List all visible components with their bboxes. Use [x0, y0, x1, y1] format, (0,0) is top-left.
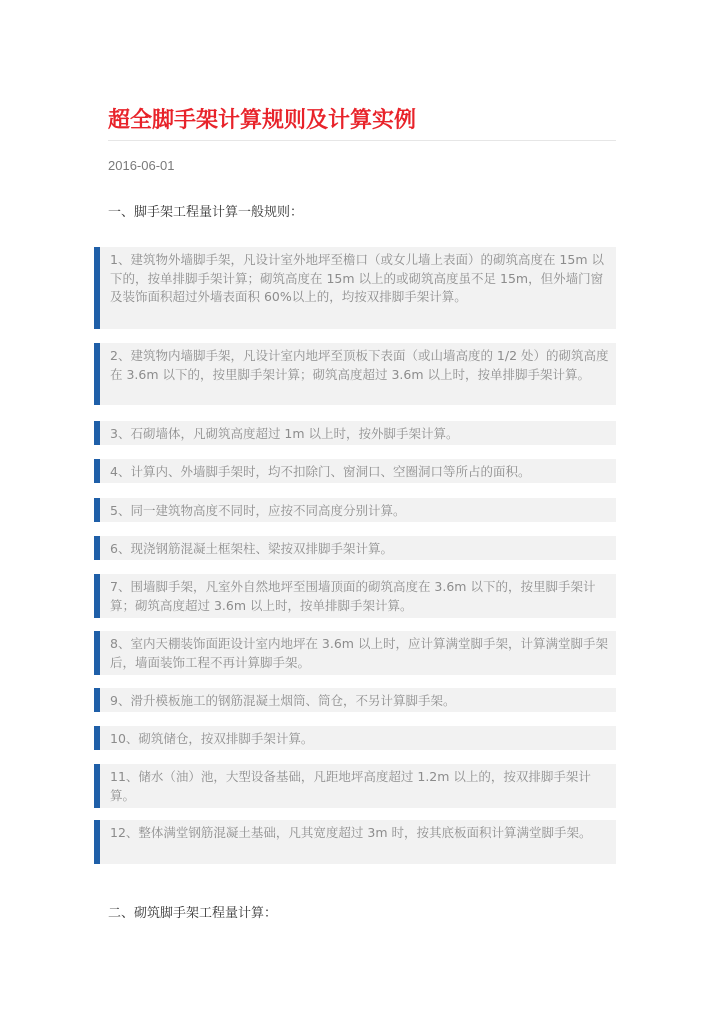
rule-text: 11、储水（油）池，大型设备基础，凡距地坪高度超过 1.2m 以上的，按双排脚手架计算。 [110, 769, 591, 803]
rule-text: 1、建筑物外墙脚手架，凡设计室外地坪至檐口（或女儿墙上表面）的砌筑高度在 15m 以下的，按单排脚手架计算；砌筑高度在 15m 以上的或砌筑高度虽不足 15m，但外墙门窗及装饰面积超过外墙表面积 60%以上的，均按双排脚手架计算。 [110, 252, 604, 304]
rule-text: 6、现浇钢筋混凝土框架柱、梁按双排脚手架计算。 [110, 541, 393, 556]
rule-item [94, 764, 616, 808]
rule-text: 3、石砌墙体，凡砌筑高度超过 1m 以上时，按外脚手架计算。 [110, 426, 459, 441]
rule-accent-bar [94, 343, 100, 405]
rule-text: 2、建筑物内墙脚手架，凡设计室内地坪至顶板下表面（或山墙高度的 1/2 处）的砌筑高度在 3.6m 以下的，按里脚手架计算；砌筑高度超过 3.6m 以上时，按单排脚手架计算。 [110, 348, 609, 382]
rule-item [94, 820, 616, 864]
rule-accent-bar [94, 764, 100, 808]
rule-accent-bar [94, 459, 100, 483]
rule-item [94, 631, 616, 675]
rule-item [94, 247, 616, 329]
rule-text: 5、同一建筑物高度不同时，应按不同高度分别计算。 [110, 503, 406, 518]
section-heading-general-rules: 一、脚手架工程量计算一般规则： [108, 205, 304, 220]
rule-accent-bar [94, 688, 100, 712]
rule-text: 12、整体满堂钢筋混凝土基础，凡其宽度超过 3m 时，按其底板面积计算满堂脚手架。 [110, 825, 592, 840]
rule-accent-bar [94, 574, 100, 618]
rule-accent-bar [94, 726, 100, 750]
publish-date: 2016-06-01 [108, 158, 175, 173]
rule-item [94, 574, 616, 618]
rule-text: 10、砌筑储仓，按双排脚手架计算。 [110, 731, 314, 746]
section-heading-masonry-scaffold: 二、砌筑脚手架工程量计算： [108, 906, 278, 921]
rule-accent-bar [94, 536, 100, 560]
rule-accent-bar [94, 247, 100, 329]
rule-item [94, 688, 616, 712]
rule-item [94, 343, 616, 405]
rule-accent-bar [94, 631, 100, 675]
rule-item [94, 726, 616, 750]
rule-item [94, 498, 616, 522]
title-divider [108, 140, 616, 141]
rule-text: 4、计算内、外墙脚手架时，均不扣除门、窗洞口、空圈洞口等所占的面积。 [110, 464, 531, 479]
rule-item [94, 421, 616, 445]
page-title: 超全脚手架计算规则及计算实例 [108, 108, 417, 133]
rule-text: 7、围墙脚手架，凡室外自然地坪至围墙顶面的砌筑高度在 3.6m 以下的，按里脚手架计算；砌筑高度超过 3.6m 以上时，按单排脚手架计算。 [110, 579, 596, 613]
rule-text: 8、室内天棚装饰面距设计室内地坪在 3.6m 以上时，应计算满堂脚手架，计算满堂脚手架后，墙面装饰工程不再计算脚手架。 [110, 636, 608, 670]
rule-item [94, 536, 616, 560]
rule-item [94, 459, 616, 483]
rule-accent-bar [94, 820, 100, 864]
rule-accent-bar [94, 421, 100, 445]
rule-accent-bar [94, 498, 100, 522]
rule-text: 9、滑升模板施工的钢筋混凝土烟筒、筒仓，不另计算脚手架。 [110, 693, 456, 708]
